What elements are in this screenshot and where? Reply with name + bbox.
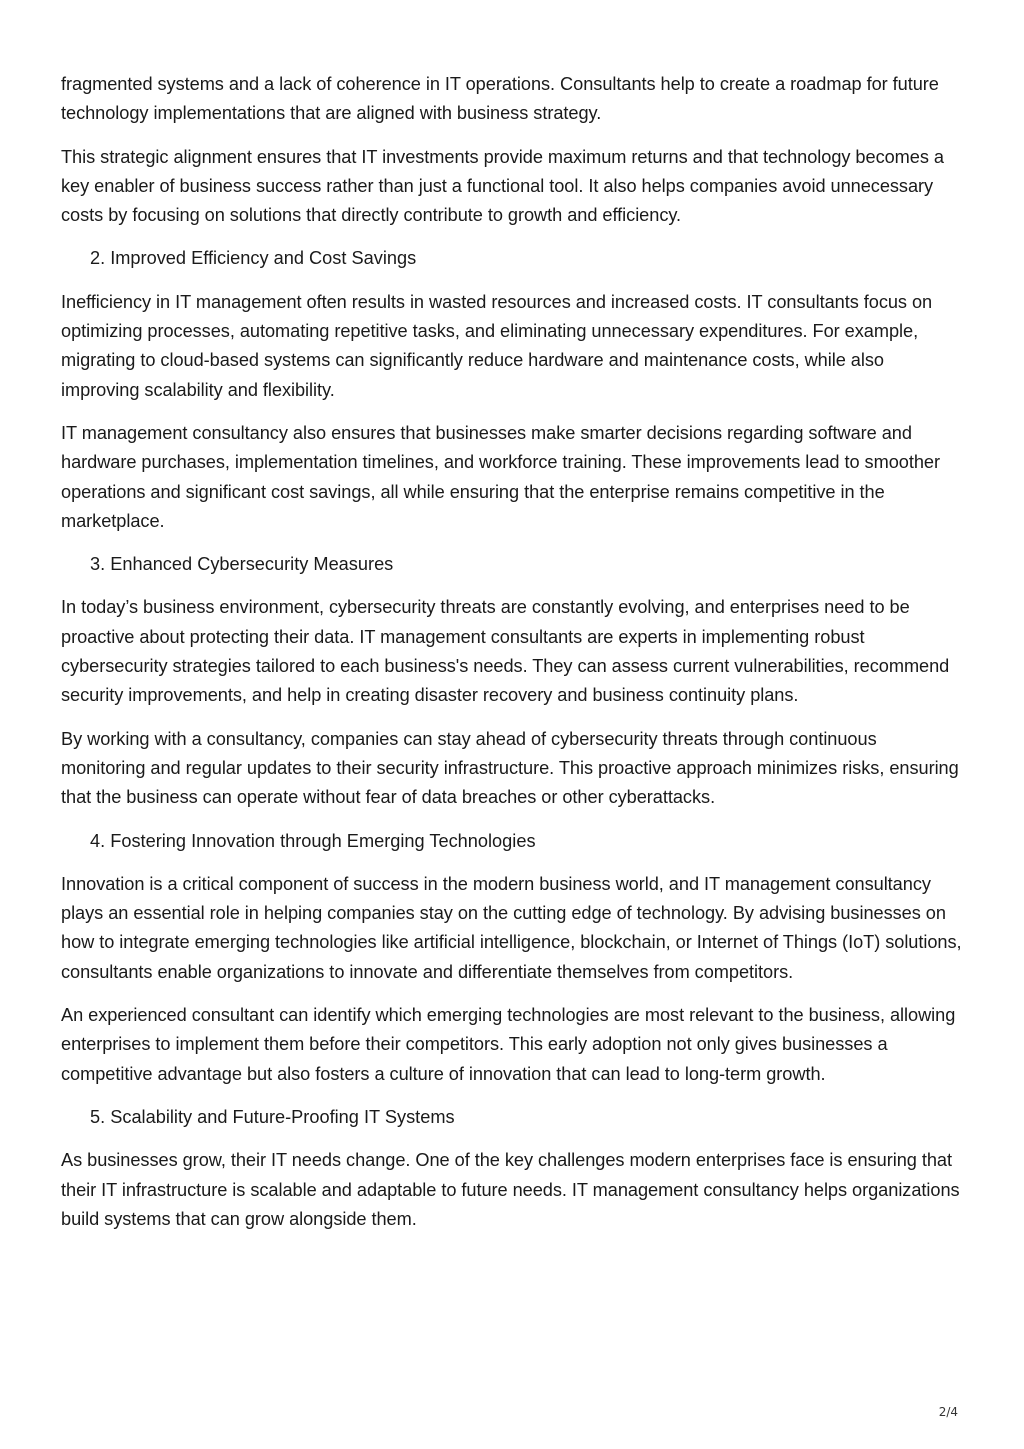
section-heading: 3. Enhanced Cybersecurity Measures	[90, 554, 394, 575]
page-number: 2/4	[938, 1405, 958, 1419]
paragraph: This strategic alignment ensures that IT investments provide maximum returns and that technology becomes a key enabler of business success rather than just a functional tool. It also helps companies avoid unnecessary costs by focusing on solutions that directly contribute to growth and efficiency.	[61, 146, 944, 226]
paragraph: Innovation is a critical component of success in the modern business world, and IT management consultancy plays an essential role in helping companies stay on the cutting edge of technology. By advising businesses on how to integrate emerging technologies like artificial intelligence, blockchain, or Internet of Things (IoT) solutions, consultants enable organizations to innovate and differentiate themselves from competitors.	[61, 873, 962, 982]
paragraph: Inefficiency in IT management often results in wasted resources and increased costs. IT consultants focus on optimizing processes, automating repetitive tasks, and eliminating unnecessary expenditures. For example, migrating to cloud-based systems can significantly reduce hardware and maintenance costs, while also improving scalability and flexibility.	[61, 291, 933, 400]
document-body	[61, 70, 966, 1248]
paragraph: As businesses grow, their IT needs change. One of the key challenges modern enterprises face is ensuring that their IT infrastructure is scalable and adaptable to future needs. IT management consultancy helps organizations build systems that can grow alongside them.	[61, 1150, 960, 1229]
paragraph: fragmented systems and a lack of coherence in IT operations. Consultants help to create a roadmap for future technology implementations that are aligned with business strategy.	[61, 74, 939, 124]
paragraph: An experienced consultant can identify which emerging technologies are most relevant to the business, allowing enterprises to implement them before their competitors. This early adoption not only gives businesses a competitive advantage but also fosters a culture of innovation that can lead to long-term growth.	[61, 1005, 956, 1084]
section-heading: 2. Improved Efficiency and Cost Savings	[90, 248, 417, 269]
paragraph: By working with a consultancy, companies can stay ahead of cybersecurity threats through continuous monitoring and regular updates to their security infrastructure. This proactive approach minimizes risks, ensuring that the business can operate without fear of data breaches or other cyberattacks.	[61, 728, 959, 808]
section-heading: 4. Fostering Innovation through Emerging Technologies	[90, 830, 536, 851]
paragraph: In today’s business environment, cybersecurity threats are constantly evolving, and enterprises need to be proactive about protecting their data. IT management consultants are experts in implementing robust cybersecurity strategies tailored to each business's needs. They can assess current vulnerabilities, recommend security improvements, and help in creating disaster recovery and business continuity plans.	[61, 597, 950, 706]
section-heading: 5. Scalability and Future-Proofing IT Systems	[90, 1106, 455, 1127]
paragraph: IT management consultancy also ensures that businesses make smarter decisions regarding software and hardware purchases, implementation timelines, and workforce training. These improvements lead to smoother operations and significant cost savings, all while ensuring that the enterprise remains competitive in the marketplace.	[61, 422, 940, 531]
